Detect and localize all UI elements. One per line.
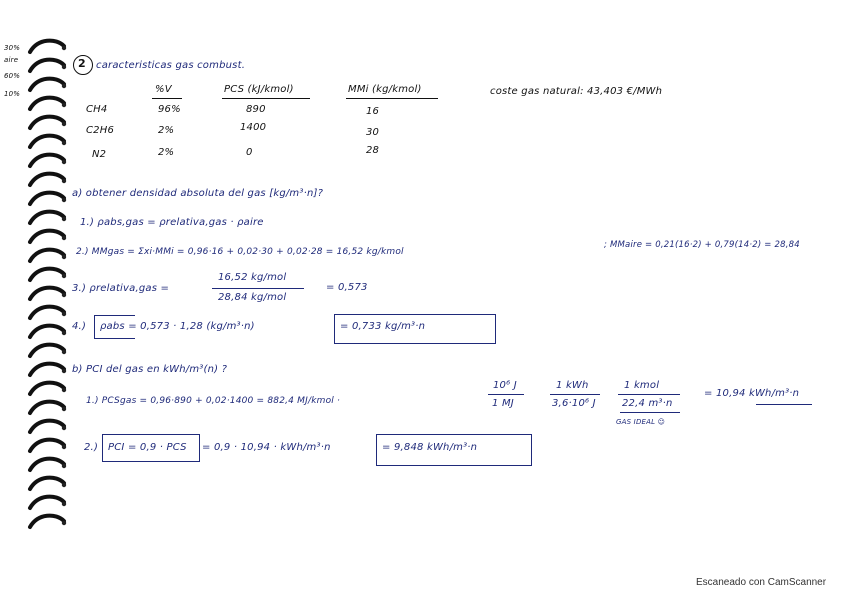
spiral-hole — [62, 179, 66, 183]
part-a-step3-result: = 0,573 — [326, 282, 368, 293]
spiral-hole — [62, 293, 66, 297]
spiral-ring — [30, 440, 64, 451]
part-a-step2: 2.) MMgas = Σxi·MMi = 0,96·16 + 0,02·30 + 0,02·28 = 16,52 kg/kmol — [76, 247, 404, 257]
spiral-ring — [30, 269, 64, 280]
table-cell: 890 — [246, 104, 266, 115]
spiral-ring — [30, 117, 64, 128]
spiral-hole — [62, 312, 66, 316]
spiral-hole — [62, 521, 66, 525]
spiral-hole — [62, 426, 66, 430]
spiral-hole — [62, 122, 66, 126]
spiral-ring — [30, 326, 64, 337]
spiral-hole — [62, 160, 66, 164]
table-cell: 28 — [366, 145, 380, 156]
spiral-hole — [62, 65, 66, 69]
spiral-ring — [30, 459, 64, 470]
table-cell: 0 — [246, 147, 253, 158]
table-cell: CH4 — [86, 104, 108, 115]
spiral-hole — [62, 502, 66, 506]
spiral-ring — [30, 79, 64, 90]
scanner-watermark: Escaneado con CamScanner — [696, 577, 827, 588]
spiral-ring — [30, 174, 64, 185]
spiral-hole — [62, 255, 66, 259]
table-header: MMi (kg/kmol) — [348, 84, 422, 95]
margin-note: 60% — [4, 72, 21, 80]
fraction-numerator: 16,52 kg/mol — [218, 272, 287, 283]
item-number: 2 — [78, 57, 86, 70]
spiral-ring — [30, 98, 64, 109]
spiral-hole — [62, 236, 66, 240]
section-title: caracteristicas gas combust. — [96, 60, 246, 71]
margin-note: 10% — [4, 90, 21, 98]
margin-note: 30% — [4, 44, 21, 52]
table-header: PCS (kJ/kmol) — [224, 84, 294, 95]
spiral-hole — [62, 483, 66, 487]
table-cell: 96% — [158, 104, 181, 115]
spiral-ring — [30, 155, 64, 166]
fraction-numerator: 10⁶ J — [493, 380, 517, 391]
spiral-hole — [62, 274, 66, 278]
spiral-binding — [0, 0, 80, 540]
part-a-step4-result: = 0,733 kg/m³·n — [340, 321, 426, 332]
table-cell: N2 — [92, 149, 107, 160]
spiral-ring — [30, 250, 64, 261]
spiral-hole — [62, 103, 66, 107]
fraction-numerator: 1 kWh — [556, 380, 589, 391]
spiral-hole — [62, 141, 66, 145]
margin-note: aire — [4, 56, 19, 64]
fraction-denominator: 28,84 kg/mol — [218, 292, 287, 303]
spiral-hole — [62, 407, 66, 411]
spiral-ring — [30, 60, 64, 71]
spiral-ring — [30, 402, 64, 413]
table-cell: C2H6 — [86, 125, 115, 136]
part-a-step4-label: 4.) — [72, 321, 87, 332]
fraction-denominator: 1 MJ — [492, 398, 514, 409]
cost-note: coste gas natural: 43,403 €/MWh — [490, 86, 663, 97]
spiral-ring — [30, 497, 64, 508]
spiral-hole — [62, 445, 66, 449]
spiral-hole — [62, 464, 66, 468]
part-a-step2-aire: ; MMaire = 0,21(16·2) + 0,79(14·2) = 28,84 — [604, 240, 800, 250]
fraction-numerator: 1 kmol — [624, 380, 660, 391]
spiral-ring — [30, 193, 64, 204]
spiral-ring — [30, 421, 64, 432]
spiral-hole — [62, 331, 66, 335]
spiral-ring — [30, 345, 64, 356]
table-header: %V — [155, 84, 172, 95]
spiral-ring — [30, 478, 64, 489]
spiral-ring — [30, 41, 64, 52]
table-cell: 2% — [158, 147, 175, 158]
spiral-hole — [62, 198, 66, 202]
spiral-hole — [62, 369, 66, 373]
spiral-ring — [30, 288, 64, 299]
part-a-step1: 1.) ρabs,gas = ρrelativa,gas · ρaire — [80, 217, 264, 228]
table-cell: 30 — [366, 127, 380, 138]
spiral-ring — [30, 212, 64, 223]
part-b-question: b) PCI del gas en kWh/m³(n) ? — [72, 364, 228, 375]
gas-ideal-note: GAS IDEAL ☺ — [616, 418, 666, 426]
spiral-hole — [62, 388, 66, 392]
part-a-step4-formula: ρabs = 0,573 · 1,28 (kg/m³·n) — [100, 321, 255, 332]
spiral-ring — [30, 136, 64, 147]
table-cell: 2% — [158, 125, 175, 136]
spiral-hole — [62, 350, 66, 354]
part-b-step2-label: 2.) — [84, 442, 99, 453]
part-b-step1: 1.) PCSgas = 0,96·890 + 0,02·1400 = 882,4 MJ/kmol · — [86, 396, 341, 406]
spiral-ring — [30, 383, 64, 394]
part-b-step2-result: = 9,848 kWh/m³·n — [382, 442, 478, 453]
table-cell: 1400 — [240, 122, 267, 133]
fraction-denominator: 22,4 m³·n — [622, 398, 673, 409]
part-b-step2-mid: = 0,9 · 10,94 · kWh/m³·n — [202, 442, 331, 453]
spiral-hole — [62, 217, 66, 221]
spiral-hole — [62, 84, 66, 88]
fraction-denominator: 3,6·10⁶ J — [552, 398, 596, 409]
spiral-ring — [30, 364, 64, 375]
spiral-ring — [30, 307, 64, 318]
spiral-hole — [62, 46, 66, 50]
part-b-step1-result: = 10,94 kWh/m³·n — [704, 388, 800, 399]
part-b-step2-formula: PCI = 0,9 · PCS — [108, 442, 187, 453]
part-a-step3-label: 3.) ρrelativa,gas = — [72, 283, 170, 294]
spiral-ring — [30, 516, 64, 527]
table-cell: 16 — [366, 106, 380, 117]
part-a-question: a) obtener densidad absoluta del gas [kg/m³·n]? — [72, 188, 324, 199]
spiral-ring — [30, 231, 64, 242]
